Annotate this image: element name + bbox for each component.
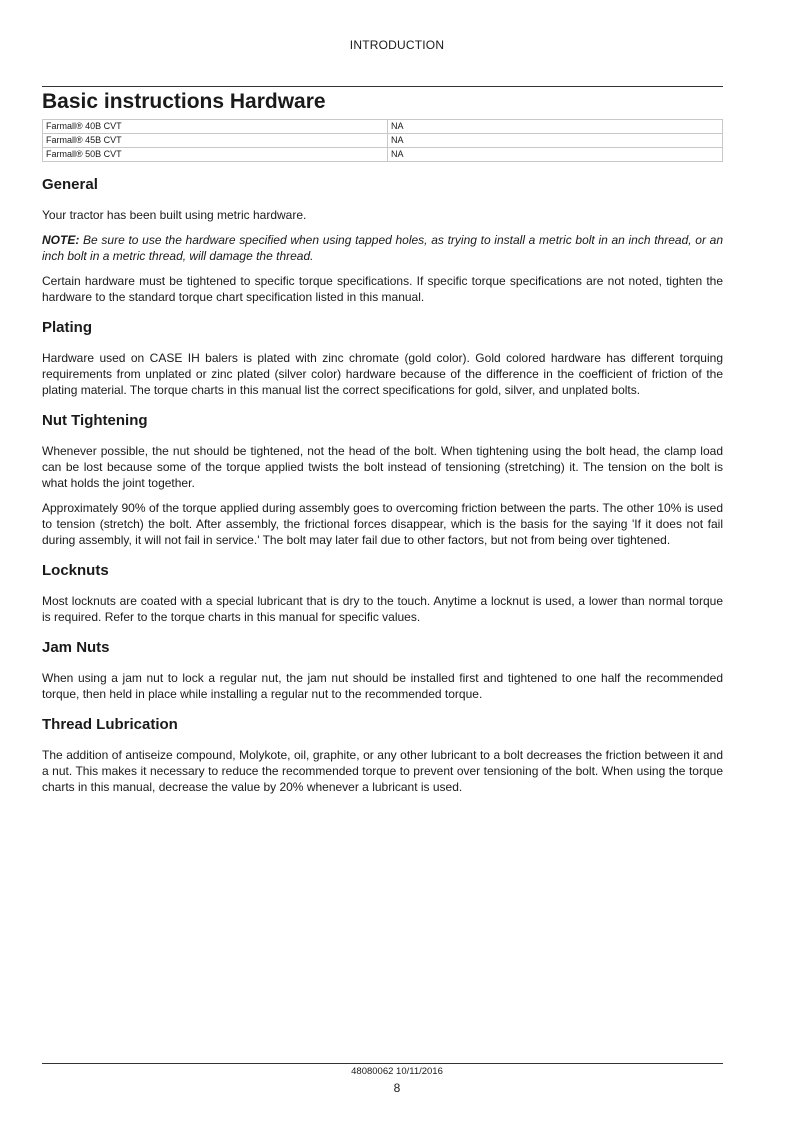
paragraph: Most locknuts are coated with a special lubricant that is dry to the touch. Anytime a locknut is used, a lower than normal torque is required. Refer to the torque charts in this manual for specific values. [42,594,723,624]
paragraph: Approximately 90% of the torque applied during assembly goes to overcoming friction between the parts. The other 10% is used to tension (stretch) the bolt. After assembly, the frictional forces disappear, which is the basis for the saying 'If it does not fail during assembly, it will not fail in service.' The bolt may later fail due to other factors, but not from being over tightened. [42,501,723,547]
value-cell: NA [388,120,723,134]
section-nut-tightening [42,410,723,548]
model-cell: Farmall® 50B CVT [43,148,388,162]
note-label: NOTE: [42,233,80,247]
section-heading: Locknuts [42,562,109,579]
section-thread-lubrication [42,714,723,795]
page-number: 8 [393,1081,401,1095]
section-heading: Plating [42,319,93,336]
section-locknuts [42,560,723,625]
section-heading: Nut Tightening [42,412,148,429]
section-heading: Thread Lubrication [42,716,178,733]
paragraph: Your tractor has been built using metric hardware. [42,208,307,222]
model-cell: Farmall® 45B CVT [43,134,388,148]
section-jam-nuts [42,637,723,702]
model-cell: Farmall® 40B CVT [43,120,388,134]
footer-divider [42,1063,723,1064]
section-heading: General [42,176,98,193]
document-id: 48080062 10/11/2016 [351,1066,443,1077]
models-table [42,119,723,162]
paragraph: Whenever possible, the nut should be tightened, not the head of the bolt. When tightening using the bolt head, the clamp load can be lost because some of the torque applied twists the bolt instead of tensioning (stretching) it. The tension on the bolt is what holds the joint together. [42,444,723,490]
table-row [43,148,723,162]
section-heading: Jam Nuts [42,639,110,656]
note-paragraph [42,232,723,264]
paragraph: Hardware used on CASE IH balers is plated with zinc chromate (gold color). Gold colored hardware has different torquing requirements from unplated or zinc plated (silver color) hardware because of the difference in the coefficient of friction of the plating material. The torque charts in this manual list the correct specifications for gold, silver, and unplated bolts. [42,351,723,397]
note-text: Be sure to use the hardware specified when using tapped holes, as trying to install a metric bolt in an inch thread, or an inch bolt in a metric thread, will damage the thread. [42,233,723,263]
table-row [43,134,723,148]
paragraph: Certain hardware must be tightened to specific torque specifications. If specific torque specifications are not noted, tighten the hardware to the standard torque chart specification listed in this manual. [42,274,723,304]
running-header: INTRODUCTION [349,38,445,52]
page-title: Basic instructions Hardware [42,90,326,113]
page-content [42,174,723,795]
paragraph: The addition of antiseize compound, Molykote, oil, graphite, or any other lubricant to a bolt decreases the friction between it and a nut. This makes it necessary to reduce the recommended torque to prevent over tensioning of the bolt. When using the torque charts in this manual, decrease the value by 20% whenever a lubricant is used. [42,748,723,794]
table-row [43,120,723,134]
value-cell: NA [388,134,723,148]
section-general [42,174,723,305]
value-cell: NA [388,148,723,162]
header-divider [42,86,723,87]
section-plating [42,317,723,398]
paragraph: When using a jam nut to lock a regular nut, the jam nut should be installed first and tightened to one half the recommended torque, then held in place while installing a regular nut to the recommended torque. [42,671,723,701]
